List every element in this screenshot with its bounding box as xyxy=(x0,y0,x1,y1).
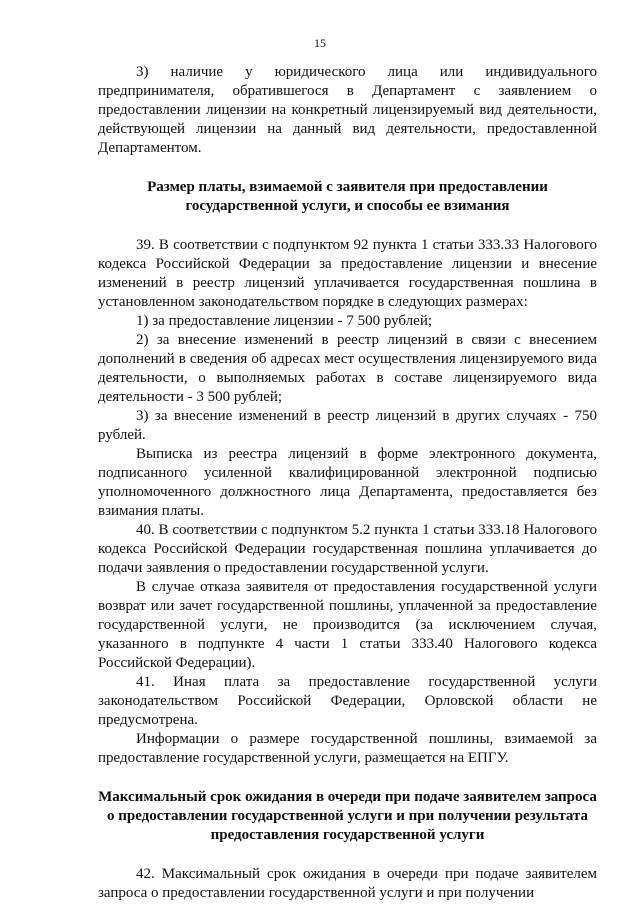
paragraph-fee-1: 1) за предоставление лицензии - 7 500 рублей; xyxy=(136,313,433,329)
paragraph-42: 42. Максимальный срок ожидания в очереди при подаче заявителем запроса о предоставлении государственной услуги и при получении xyxy=(98,866,597,901)
paragraph-refusal: В случае отказа заявителя от предоставления государственной услуги возврат или зачет государственной пошлины, уплаченной за предоставление государственной услуги, не производится (за исключением случая, указанного в подпункте 4 части 1 статьи 333.40 Налогового кодекса Российской Федерации). xyxy=(98,579,597,671)
section-heading-fee: Размер платы, взимаемой с заявителя при предоставлении государственной услуги, и способы ее взимания xyxy=(147,179,548,214)
page-number: 15 xyxy=(314,36,326,50)
paragraph-41: 41. Иная плата за предоставление государственной услуги законодательством Российской Федерации, Орловской области не предусмотрена. xyxy=(98,674,597,728)
paragraph-item-3: 3) наличие у юридического лица или индивидуального предпринимателя, обратившегося в Департамент с заявлением о предоставлении лицензии на конкретный лицензируемый вид деятельности, действующей лицензии на данный вид деятельности, предоставленной Департаментом. xyxy=(98,64,597,156)
paragraph-39: 39. В соответствии с подпунктом 92 пункта 1 статьи 333.33 Налогового кодекса Российской Федерации за предоставление лицензии и внесение изменений в реестр лицензий уплачивается государственная пошлина в установленном законодательством порядке в следующих размерах: xyxy=(98,237,597,310)
paragraph-info: Информации о размере государственной пошлины, взимаемой за предоставление государственной услуги, размещается на ЕПГУ. xyxy=(98,731,597,766)
paragraph-fee-2: 2) за внесение изменений в реестр лицензий в связи с внесением дополнений в сведения об адресах мест осуществления лицензируемого вида деятельности, о выполняемых работах в составе лицензируемого вида деятельности - 3 500 рублей; xyxy=(98,332,597,405)
page-content xyxy=(98,63,597,903)
paragraph-fee-3: 3) за внесение изменений в реестр лицензий в других случаях - 750 рублей. xyxy=(98,408,597,443)
paragraph-extract: Выписка из реестра лицензий в форме электронного документа, подписанного усиленной квалифицированной электронной подписью уполномоченного должностного лица Департамента, предоставляется без взимания платы. xyxy=(98,446,597,519)
section-heading-queue: Максимальный срок ожидания в очереди при подаче заявителем запроса о предоставлении государственной услуги и при получении результата предоставления государственной услуги xyxy=(98,789,597,843)
paragraph-40: 40. В соответствии с подпунктом 5.2 пункта 1 статьи 333.18 Налогового кодекса Российской Федерации государственная пошлина уплачивается до подачи заявления о предоставлении государственной услуги. xyxy=(98,522,597,576)
